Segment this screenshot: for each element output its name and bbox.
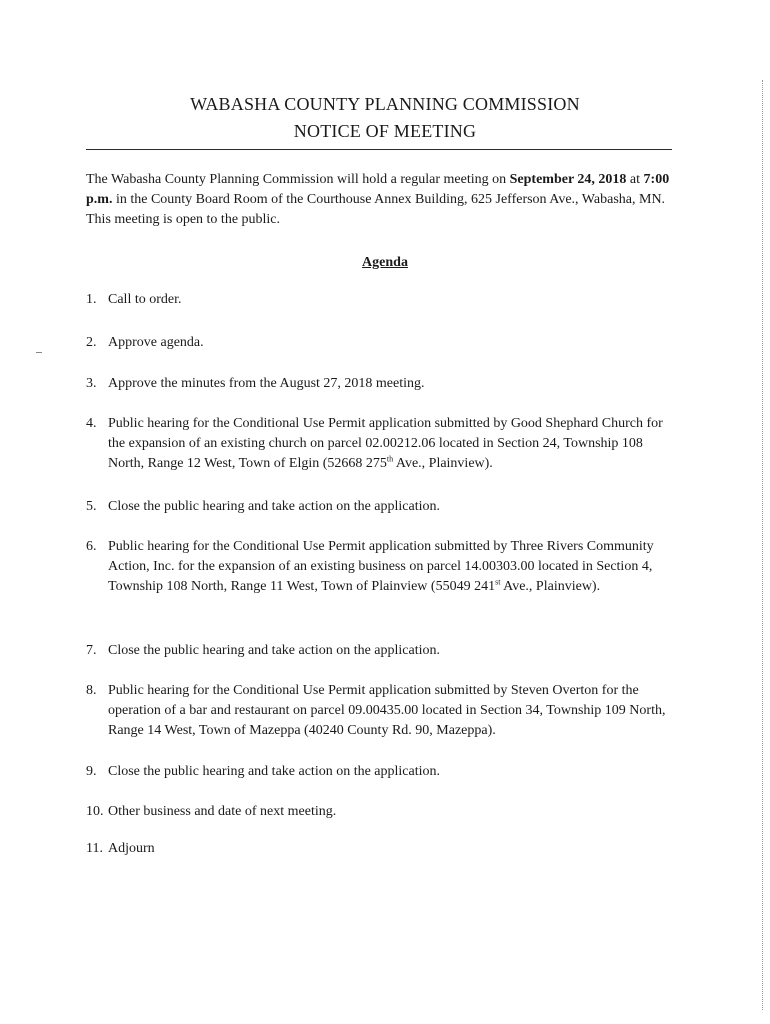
intro-text: at <box>626 172 644 187</box>
agenda-item-text-main: Public hearing for the Conditional Use Permit application submitted by Good Shephard Church for the expansion of an existing church on parcel 02.00212.06 located in Section 24, Township 108 North, Range 12 West, Town of Elgin (52668 275 <box>108 416 663 471</box>
document-subtitle: NOTICE OF MEETING <box>293 121 477 141</box>
agenda-item-text-end: Ave., Plainview). <box>500 579 601 594</box>
agenda-item-number: 8. <box>86 683 97 698</box>
agenda-item-number: 7. <box>86 643 97 658</box>
agenda-item-text: Close the public hearing and take action on the application. <box>108 764 441 779</box>
agenda-item-text <box>108 414 676 474</box>
scan-speck <box>36 352 42 353</box>
ordinal-suffix: th <box>386 454 394 464</box>
agenda-item <box>86 762 676 782</box>
meeting-date: September 24, 2018 <box>509 172 627 187</box>
agenda-item-number: 6. <box>86 539 97 554</box>
agenda-item <box>86 374 676 394</box>
agenda-item-text-end: Ave., Plainview). <box>393 456 493 471</box>
header-divider <box>86 149 672 150</box>
agenda-item-number: 2. <box>86 335 97 350</box>
meeting-time: 7:00 p.m. <box>86 172 670 207</box>
agenda-item-number: 5. <box>86 499 97 514</box>
intro-text: The Wabasha County Planning Commission will hold a regular meeting on <box>86 172 510 187</box>
meeting-notice-paragraph <box>86 170 676 230</box>
agenda-item-text: Approve the minutes from the August 27, 2018 meeting. <box>108 376 425 391</box>
agenda-item-text: Call to order. <box>108 292 182 307</box>
agenda-item-text: Close the public hearing and take action on the application. <box>108 643 441 658</box>
intro-text: in the County Board Room of the Courthouse Annex Building, 625 Jefferson Ave., Wabasha, MN. This meeting is open to the public. <box>86 192 666 227</box>
agenda-item-text: Adjourn <box>108 841 155 856</box>
agenda-item-number: 11. <box>86 841 103 856</box>
agenda-item-text: Public hearing for the Conditional Use Permit application submitted by Steven Overton for the operation of a bar and restaurant on parcel 09.00435.00 located in Section 34, Township 109 North, Range 14 West, Town of Mazeppa (40240 County Rd. 90, Mazeppa). <box>108 683 666 738</box>
agenda-item-number: 9. <box>86 764 97 779</box>
agenda-item-number: 3. <box>86 376 97 391</box>
document-title: WABASHA COUNTY PLANNING COMMISSION <box>190 94 580 114</box>
ordinal-suffix: st <box>495 577 501 587</box>
agenda-item <box>86 333 676 353</box>
agenda-heading: Agenda <box>362 255 408 270</box>
agenda-item-number: 1. <box>86 292 97 307</box>
agenda-item <box>86 497 676 517</box>
agenda-item-number: 4. <box>86 416 97 431</box>
agenda-item <box>86 641 676 661</box>
agenda-item-text: Close the public hearing and take action on the application. <box>108 499 441 514</box>
agenda-item-number: 10. <box>86 804 104 819</box>
agenda-item-text-main: Public hearing for the Conditional Use Permit application submitted by Three Rivers Community Action, Inc. for the expansion of an existing business on parcel 14.00303.00 located in Section 4, Township 108 North, Range 11 West, Town of Plainview (55049 241 <box>108 539 654 594</box>
agenda-item <box>86 414 676 474</box>
agenda-item-text: Other business and date of next meeting. <box>108 804 337 819</box>
agenda-item-text <box>108 537 676 597</box>
agenda-item <box>86 290 676 310</box>
agenda-item-text: Approve agenda. <box>108 335 204 350</box>
agenda-item <box>86 839 676 859</box>
agenda-item <box>86 802 676 822</box>
agenda-item <box>86 681 676 741</box>
agenda-item <box>86 537 676 597</box>
scan-edge-artifact <box>762 80 764 1010</box>
